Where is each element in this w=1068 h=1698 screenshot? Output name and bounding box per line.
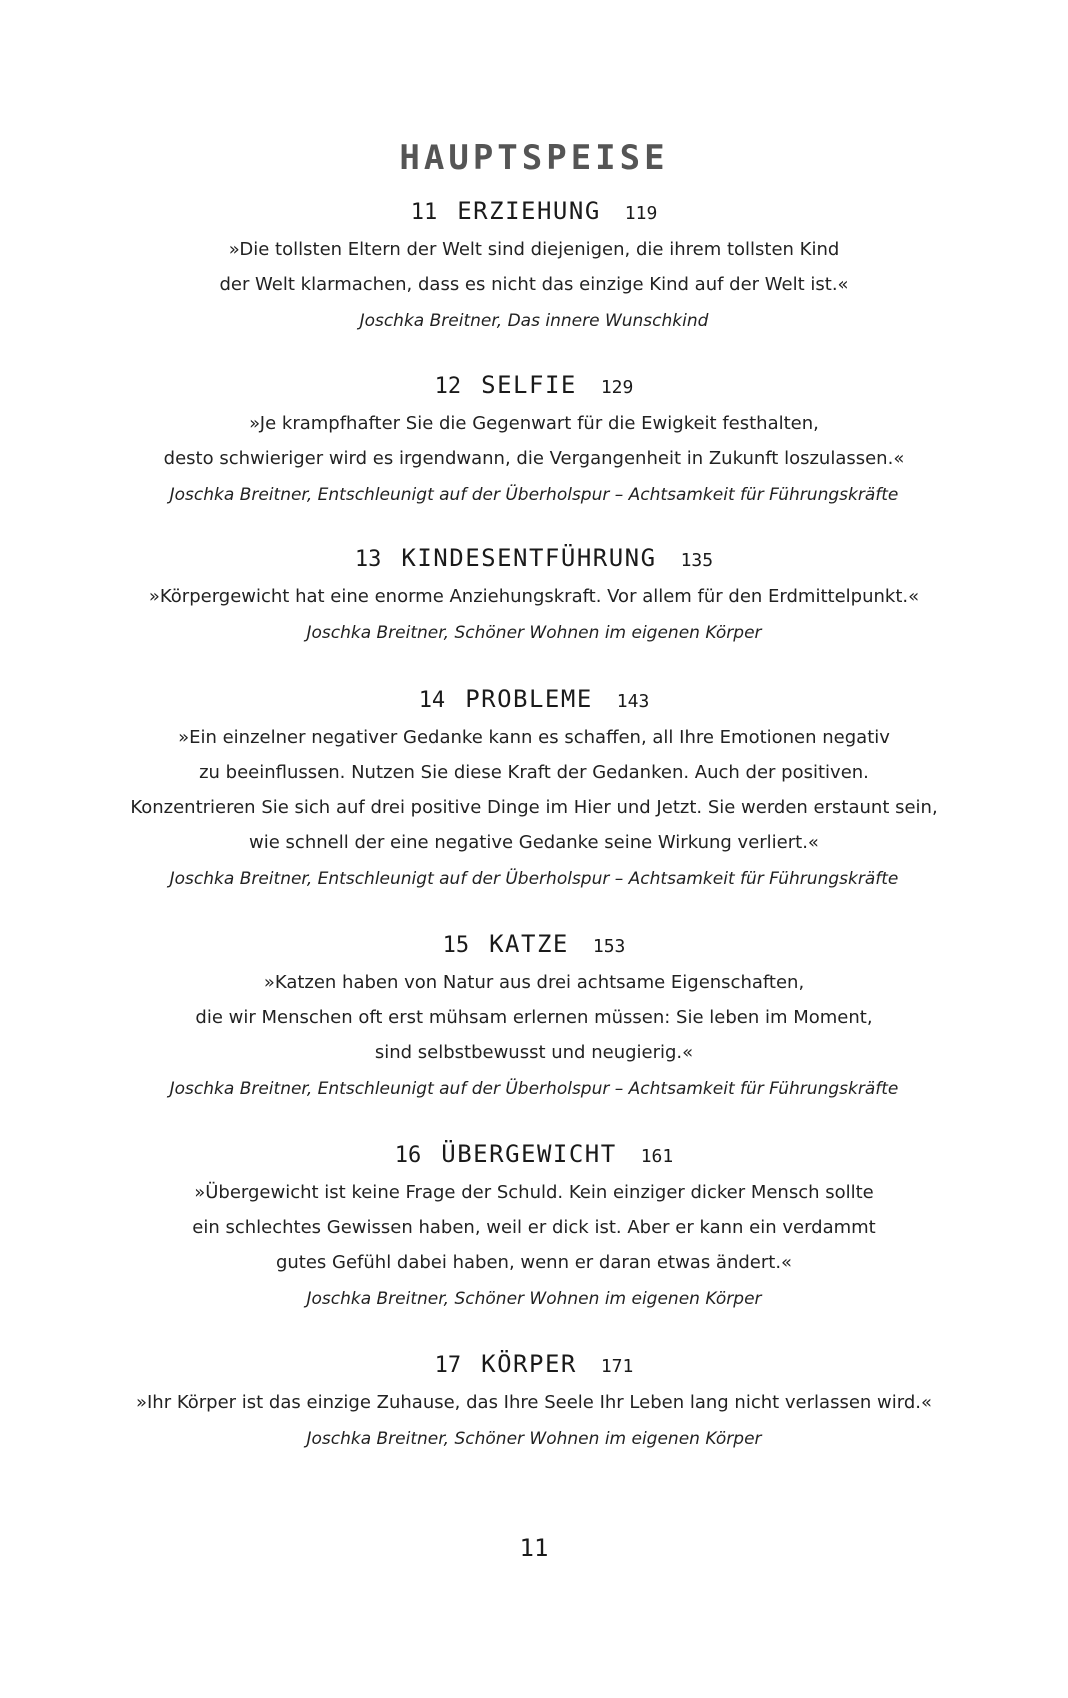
quote-line: »Je krampfhafter Sie die Gegenwart für die Ewigkeit festhalten, (249, 413, 819, 434)
chapter-page-ref: 135 (680, 550, 714, 571)
chapter-entry (120, 684, 948, 894)
chapter-page-ref: 119 (624, 203, 658, 224)
chapter-page-ref: 143 (616, 691, 650, 712)
quote-line: sind selbstbewusst und neugierig.« (374, 1042, 694, 1063)
chapter-header (120, 196, 948, 226)
chapter-quote (120, 232, 948, 302)
chapter-quote (120, 406, 948, 476)
chapter-entry (120, 370, 948, 510)
chapter-title: KÖRPER (481, 1350, 577, 1378)
section-title: HAUPTSPEISE (399, 138, 669, 178)
quote-attribution: Joschka Breitner, Entschleunigt auf der Überholspur – Achtsamkeit für Führungskräfte (169, 869, 899, 889)
quote-line: »Körpergewicht hat eine enorme Anziehungskraft. Vor allem für den Erdmittelpunkt.« (148, 586, 920, 607)
chapter-header (120, 684, 948, 714)
quote-line: wie schnell der eine negative Gedanke seine Wirkung verliert.« (249, 832, 819, 853)
chapter-title: KATZE (489, 930, 569, 958)
chapter-entry (120, 929, 948, 1104)
quote-line: »Die tollsten Eltern der Welt sind diejenigen, die ihrem tollsten Kind (228, 239, 840, 260)
quote-line: zu beeinflussen. Nutzen Sie diese Kraft der Gedanken. Auch der positiven. (199, 762, 869, 783)
chapter-header (120, 543, 948, 573)
chapter-page-ref: 161 (640, 1146, 674, 1167)
chapter-entry (120, 1349, 948, 1454)
quote-attribution: Joschka Breitner, Schöner Wohnen im eigenen Körper (306, 623, 762, 643)
quote-line: gutes Gefühl dabei haben, wenn er daran etwas ändert.« (275, 1252, 793, 1273)
chapter-title: ERZIEHUNG (457, 197, 601, 225)
chapter-title: KINDESENTFÜHRUNG (401, 544, 657, 572)
quote-attribution: Joschka Breitner, Entschleunigt auf der Überholspur – Achtsamkeit für Führungskräfte (169, 485, 899, 505)
chapter-title: PROBLEME (465, 685, 593, 713)
chapter-number: 14 (418, 688, 446, 713)
chapter-number: 11 (410, 200, 438, 225)
chapter-entry (120, 543, 948, 648)
quote-line: die wir Menschen oft erst mühsam erlernen müssen: Sie leben im Moment, (195, 1007, 873, 1028)
chapter-quote (120, 965, 948, 1070)
chapter-header (120, 929, 948, 959)
chapter-number: 13 (354, 547, 382, 572)
chapter-quote (120, 1385, 948, 1420)
chapter-header (120, 1139, 948, 1169)
quote-line: »Ein einzelner negativer Gedanke kann es schaffen, all Ihre Emotionen negativ (178, 727, 890, 748)
chapter-quote (120, 720, 948, 860)
quote-line: »Übergewicht ist keine Frage der Schuld. Kein einziger dicker Mensch sollte (194, 1182, 874, 1203)
chapter-header (120, 370, 948, 400)
quote-line: ein schlechtes Gewissen haben, weil er dick ist. Aber er kann ein verdammt (192, 1217, 876, 1238)
chapter-title: ÜBERGEWICHT (441, 1140, 617, 1168)
chapter-number: 15 (442, 933, 470, 958)
chapter-number: 17 (434, 1353, 462, 1378)
chapter-quote (120, 579, 948, 614)
quote-attribution: Joschka Breitner, Das innere Wunschkind (359, 311, 709, 331)
quote-attribution: Joschka Breitner, Entschleunigt auf der Überholspur – Achtsamkeit für Führungskräfte (169, 1079, 899, 1099)
quote-line: »Ihr Körper ist das einzige Zuhause, das Ihre Seele Ihr Leben lang nicht verlassen wird.« (135, 1392, 932, 1413)
page-number: 11 (519, 1534, 549, 1562)
chapter-header (120, 1349, 948, 1379)
quote-line: »Katzen haben von Natur aus drei achtsame Eigenschaften, (263, 972, 805, 993)
quote-line: desto schwieriger wird es irgendwann, die Vergangenheit in Zukunft loszulassen.« (163, 448, 905, 469)
quote-attribution: Joschka Breitner, Schöner Wohnen im eigenen Körper (306, 1429, 762, 1449)
quote-line: Konzentrieren Sie sich auf drei positive Dinge im Hier und Jetzt. Sie werden erstaunt sein, (130, 797, 938, 818)
chapter-title: SELFIE (481, 371, 577, 399)
chapter-number: 16 (394, 1143, 422, 1168)
quote-line: der Welt klarmachen, dass es nicht das einzige Kind auf der Welt ist.« (219, 274, 849, 295)
chapter-quote (120, 1175, 948, 1280)
chapter-number: 12 (434, 374, 462, 399)
chapter-page-ref: 153 (592, 936, 626, 957)
chapter-page-ref: 129 (600, 377, 634, 398)
chapter-entry (120, 1139, 948, 1314)
quote-attribution: Joschka Breitner, Schöner Wohnen im eigenen Körper (306, 1289, 762, 1309)
chapter-entry (120, 196, 948, 336)
chapter-page-ref: 171 (600, 1356, 634, 1377)
